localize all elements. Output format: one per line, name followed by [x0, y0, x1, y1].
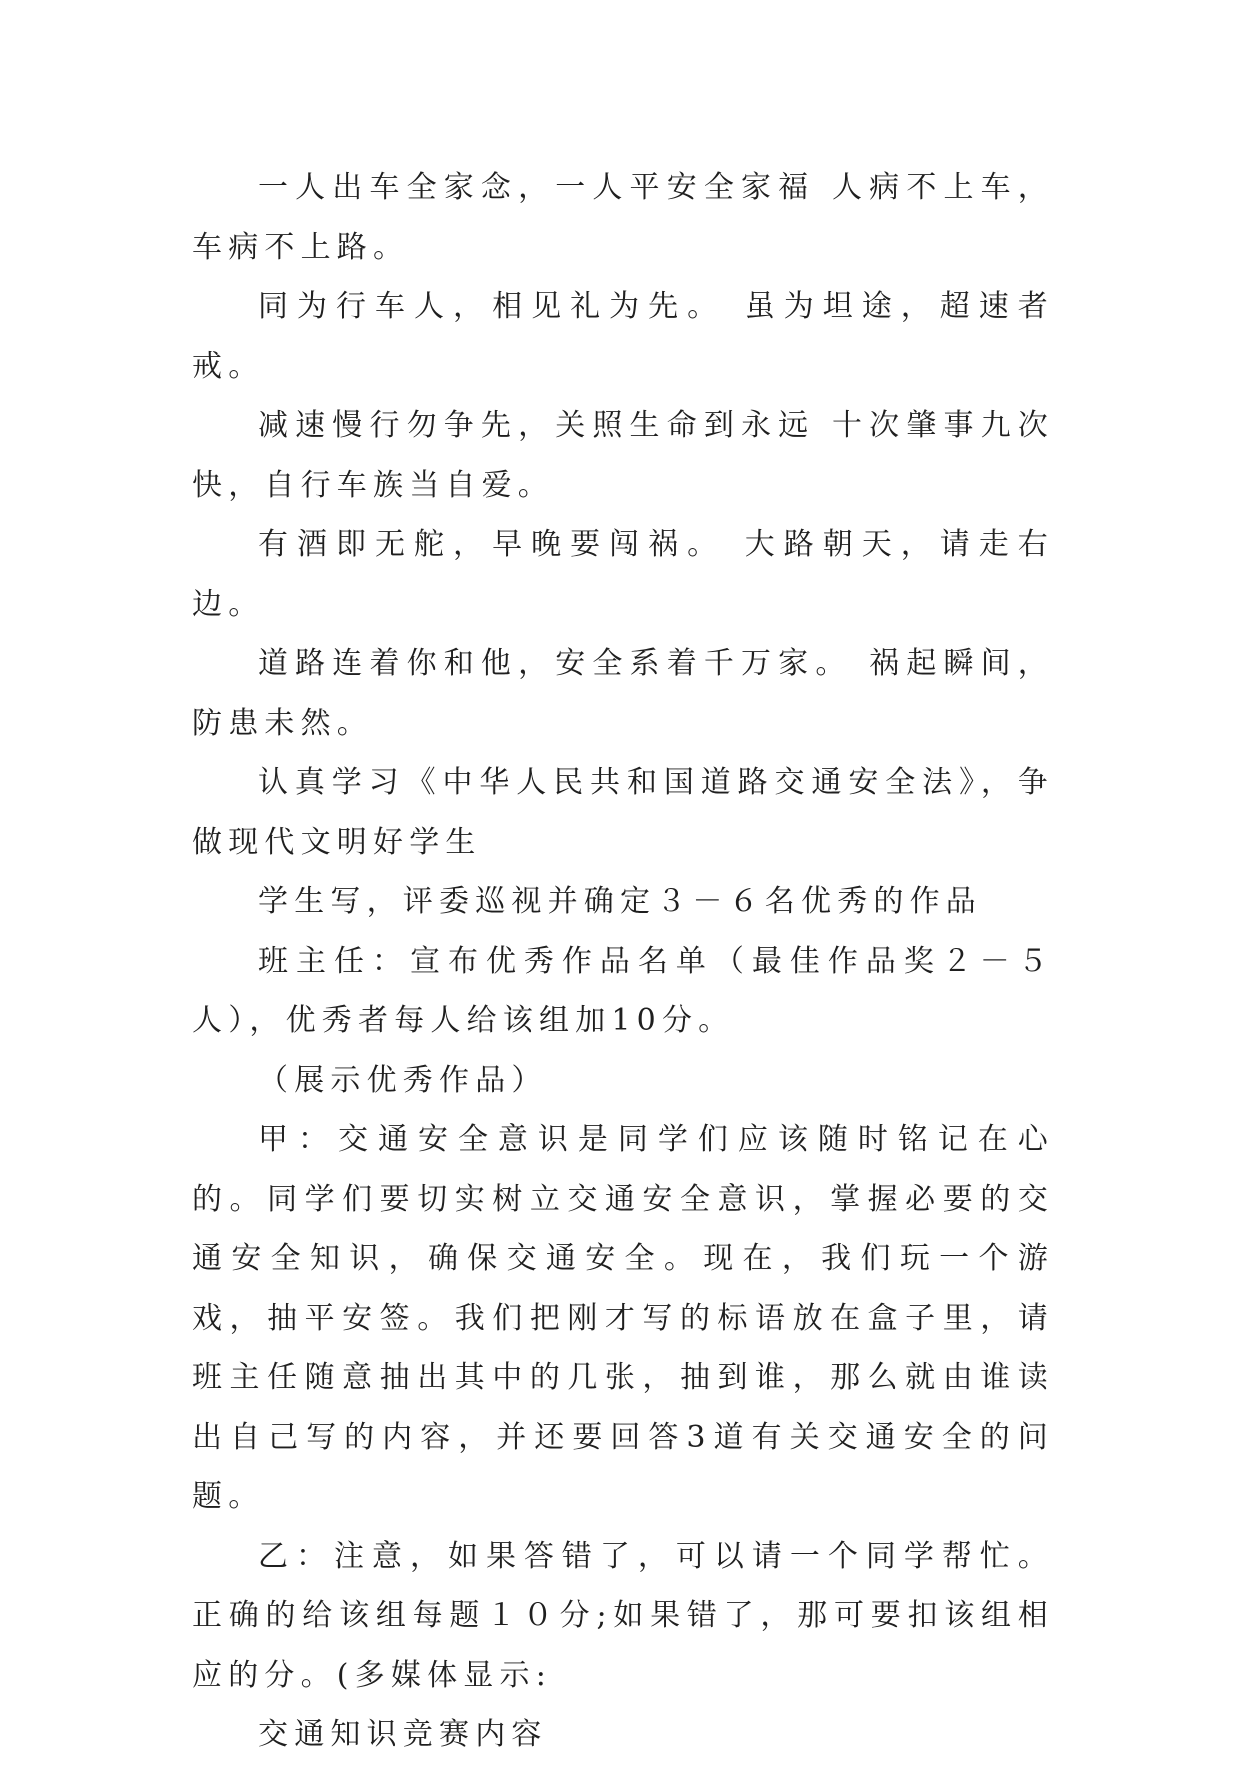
paragraph: 道路连着你和他，安全系着千万家。 祸起瞬间，防患未然。: [192, 646, 1054, 741]
document-body: [192, 158, 1054, 1765]
paragraph: （展示优秀作品）: [258, 1062, 548, 1098]
paragraph: 乙：注意，如果答错了，可以请一个同学帮忙。正确的给该组每题１０分;如果错了，那可要扣该组相应的分。(多媒体显示:: [192, 1538, 1054, 1693]
paragraph: 减速慢行勿争先，关照生命到永远 十次肇事九次快，自行车族当自爱。: [192, 408, 1054, 503]
paragraph: 学生写，评委巡视并确定３－６名优秀的作品: [258, 884, 982, 919]
paragraph: 一人出车全家念，一人平安全家福 人病不上车，车病不上路。: [192, 170, 1054, 265]
paragraph: 班主任：宣布优秀作品名单（最佳作品奖２－５人），优秀者每人给该组加10分。: [192, 943, 1054, 1038]
paragraph: 有酒即无舵，早晚要闯祸。 大路朝天，请走右边。: [192, 527, 1054, 622]
paragraph: 交通知识竞赛内容: [258, 1717, 548, 1752]
paragraph: 认真学习《中华人民共和国道路交通安全法》，争做现代文明好学生: [192, 765, 1054, 860]
paragraph: 甲：交通安全意识是同学们应该随时铭记在心的。同学们要切实树立交通安全意识，掌握必要的交通安全知识，确保交通安全。现在，我们玩一个游戏，抽平安签。我们把刚才写的标语放在盒子里，请班主任随意抽出其中的几张，抽到谁，那么就由谁读出自己写的内容，并还要回答3道有关交通安全的问题。: [192, 1122, 1054, 1514]
paragraph: 同为行车人，相见礼为先。 虽为坦途，超速者戒。: [192, 289, 1054, 384]
